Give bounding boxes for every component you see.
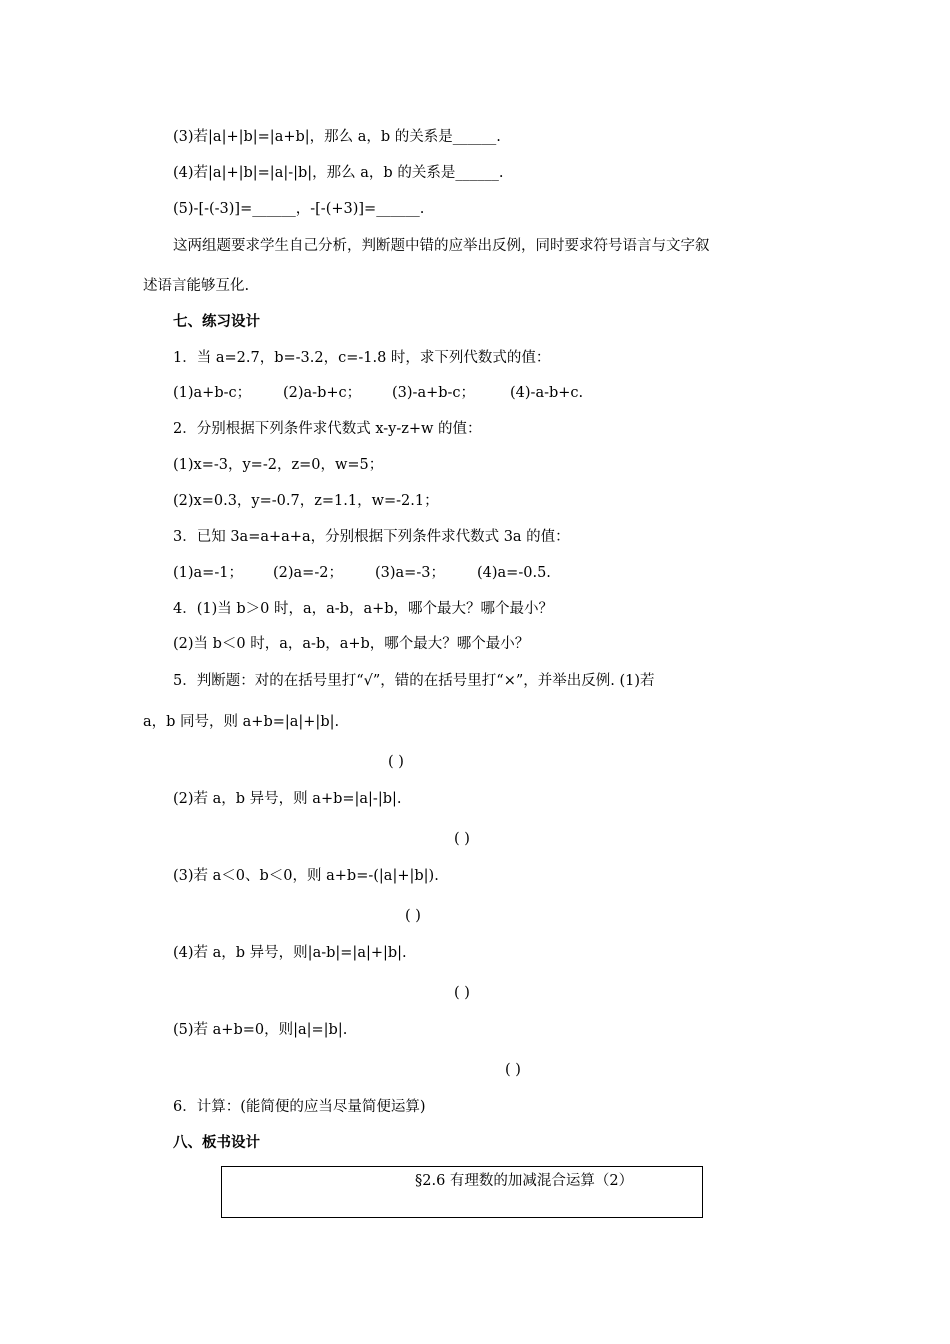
text-line: (2)若 a，b 异号，则 a+b=|a|-|b|.	[173, 791, 402, 807]
text-line: (3)若 a＜0、b＜0，则 a+b=-(|a|+|b|).	[173, 868, 439, 884]
answer-parentheses: ( )	[454, 831, 470, 847]
text-line: 2．分别根据下列条件求代数式 x-y-z+w 的值：	[173, 421, 482, 437]
text-line: (2)当 b＜0 时，a，a-b，a+b，哪个最大？哪个最小？	[173, 636, 530, 652]
section-heading: 八、板书设计	[173, 1135, 260, 1151]
text-line: (1)x=-3，y=-2，z=0，w=5；	[173, 457, 384, 473]
text-line: 3．已知 3a=a+a+a，分别根据下列条件求代数式 3a 的值：	[173, 529, 570, 545]
text-line: (1)a=-1；	[173, 565, 243, 581]
text-line: (3)-a+b-c；	[392, 385, 476, 401]
text-line: (1)a+b-c；	[173, 385, 252, 401]
text-line: (3)若|a|+|b|=|a+b|，那么 a，b 的关系是______.	[173, 129, 501, 145]
answer-parentheses: ( )	[405, 908, 421, 924]
text-line: 6．计算：(能简便的应当尽量简便运算)	[173, 1099, 426, 1115]
text-line: (2)a-b+c；	[283, 385, 362, 401]
text-line: (4)若 a，b 异号，则|a-b|=|a|+|b|.	[173, 945, 407, 961]
text-line: (3)a=-3；	[375, 565, 445, 581]
text-line: (2)x=0.3，y=-0.7，z=1.1，w=-2.1；	[173, 493, 439, 509]
text-line: (5)-[-(-3)]=______，-[-(+3)]=______.	[173, 201, 425, 217]
text-line: 4．(1)当 b＞0 时，a，a-b，a+b，哪个最大？哪个最小？	[173, 601, 554, 617]
answer-parentheses: ( )	[388, 754, 404, 770]
answer-parentheses: ( )	[454, 985, 470, 1001]
text-line: (2)a=-2；	[273, 565, 343, 581]
text-line: (4)若|a|+|b|=|a|-|b|，那么 a，b 的关系是______.	[173, 165, 504, 181]
answer-parentheses: ( )	[505, 1062, 521, 1078]
text-line: 述语言能够互化.	[143, 278, 250, 294]
text-line: (4)-a-b+c.	[510, 385, 584, 401]
text-line: (4)a=-0.5.	[477, 565, 551, 581]
text-line: 1．当 a=2.7，b=-3.2，c=-1.8 时，求下列代数式的值：	[173, 350, 551, 366]
text-line: a，b 同号，则 a+b=|a|+|b|.	[143, 714, 340, 730]
box-title: §2.6 有理数的加减混合运算（2）	[415, 1173, 634, 1189]
text-line: 这两组题要求学生自己分析，判断题中错的应举出反例，同时要求符号语言与文字叙	[173, 238, 710, 254]
text-line: 5．判断题：对的在括号里打“√”，错的在括号里打“×”，并举出反例. (1)若	[173, 673, 655, 689]
text-line: (5)若 a+b=0，则|a|=|b|.	[173, 1022, 348, 1038]
blackboard-design-box	[221, 1166, 703, 1218]
section-heading: 七、练习设计	[173, 314, 260, 330]
